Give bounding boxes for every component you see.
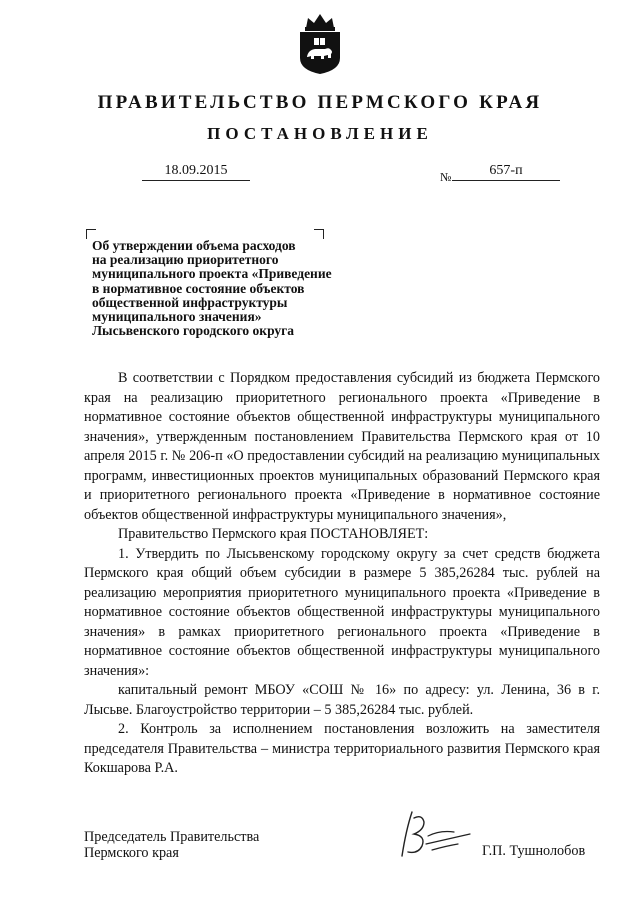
government-title: ПРАВИТЕЛЬСТВО ПЕРМСКОГО КРАЯ — [97, 92, 543, 113]
body-paragraph: В соответствии с Порядком предоставления субсидий из бюджета Пермского края на реализацию приоритетного регионального проекта «Приведение в нормативное состояние объектов общественной инфраструктуры муниципального значения», утвержденным постановлением Правительства Пермского края от 10 апреля 2015 г. № 206-п «О предоставлении субсидий на реализацию муниципальных программ, инвестиционных проектов муниципальных образований Пермского края и приоритетного регионального проекта «Приведение в нормативное состояние объектов общественной инфраструктуры муниципального значения», — [84, 370, 600, 523]
document-date: 18.09.2015 — [142, 163, 250, 181]
body-paragraph: Правительство Пермского края ПОСТАНОВЛЯЕТ: — [118, 526, 429, 542]
subject-line: Об утверждении объема расходов — [92, 238, 296, 253]
subject-corner-right — [314, 229, 324, 239]
coat-of-arms-icon — [294, 10, 346, 76]
number-sign: № — [440, 170, 452, 184]
body-paragraph: 1. Утвердить по Лысьвенскому городскому округу за счет средств бюджета Пермского края общий объем субсидии в размере 5 385,26284 тыс. рублей на реализацию мероприятия приоритетного муниципального проекта «Приведение в нормативное состояние объектов общественной инфраструктуры муниципального значения» в рамках приоритетного регионального проекта «Приведение в нормативное состояние объектов общественной инфраструктуры муниципального значения»: — [84, 545, 600, 679]
document-body — [84, 369, 600, 779]
position-line: Председатель Правительства — [84, 829, 260, 845]
document-subject — [92, 239, 332, 338]
body-paragraph: капитальный ремонт МБОУ «СОШ № 16» по адресу: ул. Ленина, 36 в г. Лысьве. Благоустройство территории – 5 385,26284 тыс. рублей. — [84, 682, 600, 718]
subject-line: Лысьвенского городского округа — [92, 323, 295, 339]
subject-line: муниципального значения» — [92, 309, 262, 325]
document-number: 657-п — [452, 163, 560, 181]
body-paragraph: 2. Контроль за исполнением постановления возложить на заместителя председателя Правительства – министра территориального развития Пермского края Кокшарова Р.А. — [84, 721, 600, 776]
subject-line: на реализацию приоритетного — [92, 252, 279, 268]
signatory-name: Г.П. Тушнолобов — [482, 843, 586, 859]
signatory-position — [84, 829, 259, 861]
handwritten-signature-icon — [384, 806, 484, 862]
subject-line: общественной инфраструктуры — [92, 294, 288, 310]
document-type: ПОСТАНОВЛЕНИЕ — [207, 124, 433, 143]
position-line: Пермского края — [84, 845, 179, 861]
subject-line: в нормативное состояние объектов — [92, 280, 305, 296]
subject-line: муниципального проекта «Приведение — [92, 266, 332, 282]
